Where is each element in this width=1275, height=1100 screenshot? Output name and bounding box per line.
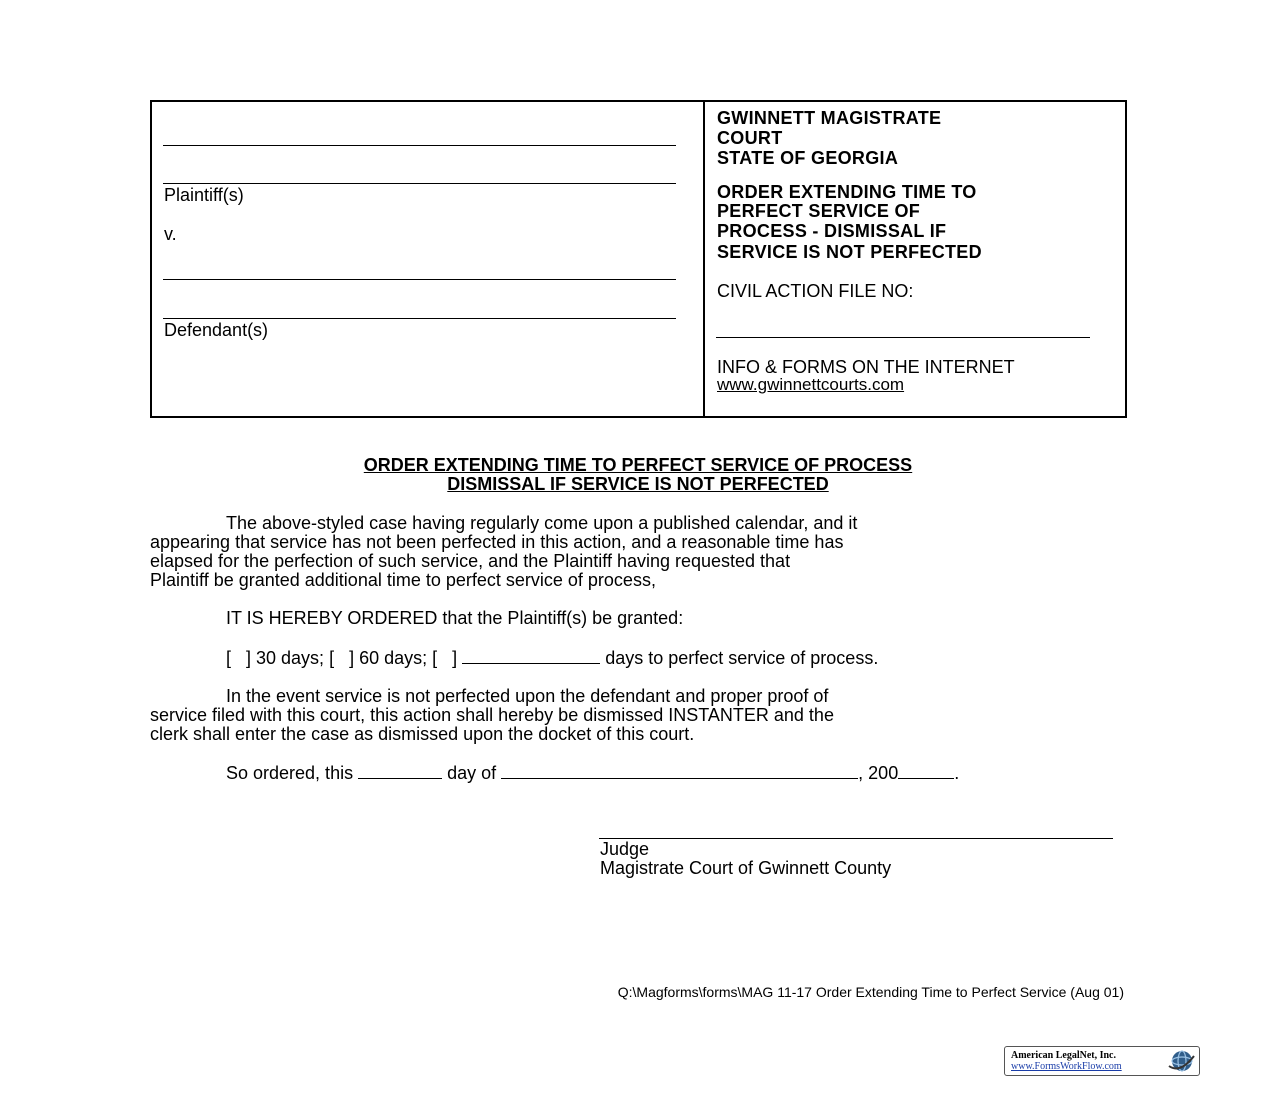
option-30-days[interactable]: [ ] 30 days; bbox=[226, 648, 325, 668]
internet-info-label: INFO & FORMS ON THE INTERNET bbox=[717, 357, 1015, 377]
period: . bbox=[954, 763, 960, 783]
day-of-text: day of bbox=[447, 763, 497, 783]
plaintiff-name-line-2[interactable] bbox=[163, 183, 676, 184]
form-file-path: Q:\Magforms\forms\MAG 11-17 Order Extending Time to Perfect Service (Aug 01) bbox=[617, 984, 1124, 1000]
defendant-name-line-1[interactable] bbox=[163, 279, 676, 280]
para1-line-4: Plaintiff be granted additional time to perfect service of process, bbox=[150, 570, 656, 590]
para1-line-1: The above-styled case having regularly come upon a published calendar, and it bbox=[226, 513, 858, 533]
court-signature-label: Magistrate Court of Gwinnett County bbox=[600, 858, 892, 878]
order-heading-line-1: ORDER EXTENDING TIME TO PERFECT SERVICE OF PROCESS bbox=[363, 455, 913, 475]
plaintiff-name-line-1[interactable] bbox=[163, 145, 676, 146]
custom-days-blank[interactable] bbox=[462, 648, 600, 664]
so-ordered-row bbox=[226, 763, 959, 783]
plaintiff-label: Plaintiff(s) bbox=[164, 185, 244, 205]
badge-url[interactable]: www.FormsWorkFlow.com bbox=[1011, 1061, 1122, 1072]
para1-line-2: appearing that service has not been perfected in this action, and a reasonable time has bbox=[150, 532, 844, 552]
civil-action-file-line[interactable] bbox=[716, 337, 1090, 338]
caption-divider bbox=[703, 100, 705, 416]
option-custom-days[interactable]: [ ] bbox=[432, 648, 458, 668]
civil-action-file-label: CIVIL ACTION FILE NO: bbox=[717, 281, 914, 301]
court-state: STATE OF GEORGIA bbox=[717, 148, 899, 168]
para3-line-1: In the event service is not perfected upon the defendant and proper proof of bbox=[226, 686, 829, 706]
judge-label: Judge bbox=[600, 839, 650, 859]
day-blank[interactable] bbox=[358, 763, 442, 779]
form-title-line-3: PROCESS - DISMISSAL IF bbox=[717, 221, 947, 241]
badge-company-name: American LegalNet, Inc. bbox=[1011, 1050, 1116, 1061]
court-name-line-2: COURT bbox=[717, 128, 783, 148]
so-ordered-text: So ordered, this bbox=[226, 763, 354, 783]
ordered-statement: IT IS HEREBY ORDERED that the Plaintiff(s) be granted: bbox=[226, 608, 684, 628]
form-title-line-4: SERVICE IS NOT PERFECTED bbox=[717, 242, 982, 262]
defendant-label: Defendant(s) bbox=[164, 320, 269, 340]
legalnet-badge[interactable] bbox=[1004, 1046, 1200, 1076]
form-title-line-1: ORDER EXTENDING TIME TO bbox=[717, 182, 977, 202]
order-heading-line-2: DISMISSAL IF SERVICE IS NOT PERFECTED bbox=[447, 474, 829, 494]
website-link[interactable]: www.gwinnettcourts.com bbox=[717, 375, 905, 394]
days-options-row bbox=[226, 648, 878, 668]
year-blank[interactable] bbox=[898, 763, 954, 779]
court-name-line-1: GWINNETT MAGISTRATE bbox=[717, 108, 942, 128]
month-blank[interactable] bbox=[501, 763, 858, 779]
para3-line-2: service filed with this court, this action shall hereby be dismissed INSTANTER and the bbox=[150, 705, 834, 725]
para1-line-3: elapsed for the perfection of such service, and the Plaintiff having requested that bbox=[150, 551, 791, 571]
defendant-name-line-2[interactable] bbox=[163, 318, 676, 319]
globe-logo-icon bbox=[1166, 1048, 1196, 1074]
judge-signature-line[interactable] bbox=[599, 838, 1113, 839]
form-title-line-2: PERFECT SERVICE OF bbox=[717, 201, 921, 221]
year-prefix: , 200 bbox=[858, 763, 899, 783]
days-suffix: days to perfect service of process. bbox=[605, 648, 879, 668]
versus-label: v. bbox=[164, 224, 177, 244]
para3-line-3: clerk shall enter the case as dismissed upon the docket of this court. bbox=[150, 724, 695, 744]
option-60-days[interactable]: [ ] 60 days; bbox=[329, 648, 428, 668]
